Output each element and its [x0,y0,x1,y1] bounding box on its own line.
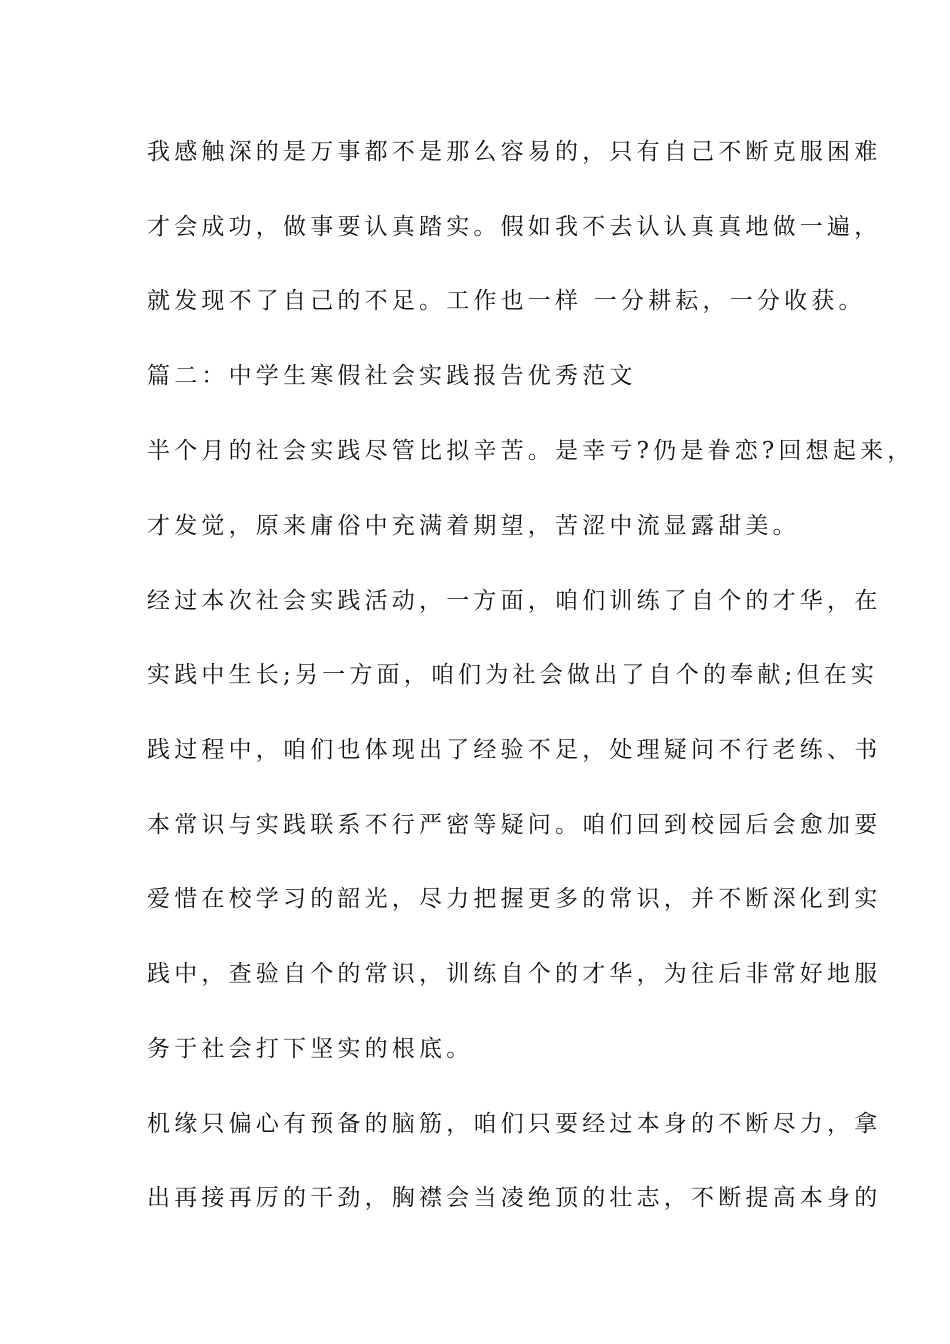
text-line-6: 才发觉，原来庸俗中充满着期望，苦涩中流显露甜美。 [147,513,800,539]
text-line-9: 践过程中，咱们也体现出了经验不足，处理疑问不行老练、书 [147,737,882,763]
text-line-10: 本常识与实践联系不行严密等疑问。咱们回到校园后会愈加要 [147,812,882,838]
text-line-3: 就发现不了自己的不足。工作也一样 一分耕耘，一分收获。 [147,288,866,314]
text-line-13: 务于社会打下坚实的根底。 [147,1036,474,1062]
section-heading: 篇二：中学生寒假社会实践报告优秀范文 [147,363,637,389]
text-line-2: 才会成功，做事要认真踏实。假如我不去认认真真地做一遍， [147,214,882,240]
text-line-12: 践中，查验自个的常识，训练自个的才华，为往后非常好地服 [147,961,882,987]
text-line-8: 实践中生长;另一方面，咱们为社会做出了自个的奉献;但在实 [147,662,879,688]
text-line-1: 我感触深的是万事都不是那么容易的，只有自己不断克服困难 [147,139,882,165]
text-line-14: 机缘只偏心有预备的脑筋，咱们只要经过本身的不断尽力，拿 [147,1111,882,1137]
text-line-7: 经过本次社会实践活动，一方面，咱们训练了自个的才华，在 [147,588,882,614]
text-line-11: 爱惜在校学习的韶光，尽力把握更多的常识，并不断深化到实 [147,886,882,912]
text-line-15: 出再接再厉的干劲，胸襟会当凌绝顶的壮志，不断提高本身的 [147,1185,882,1211]
text-line-5: 半个月的社会实践尽管比拟辛苦。是幸亏?仍是眷恋?回想起来， [147,438,915,464]
